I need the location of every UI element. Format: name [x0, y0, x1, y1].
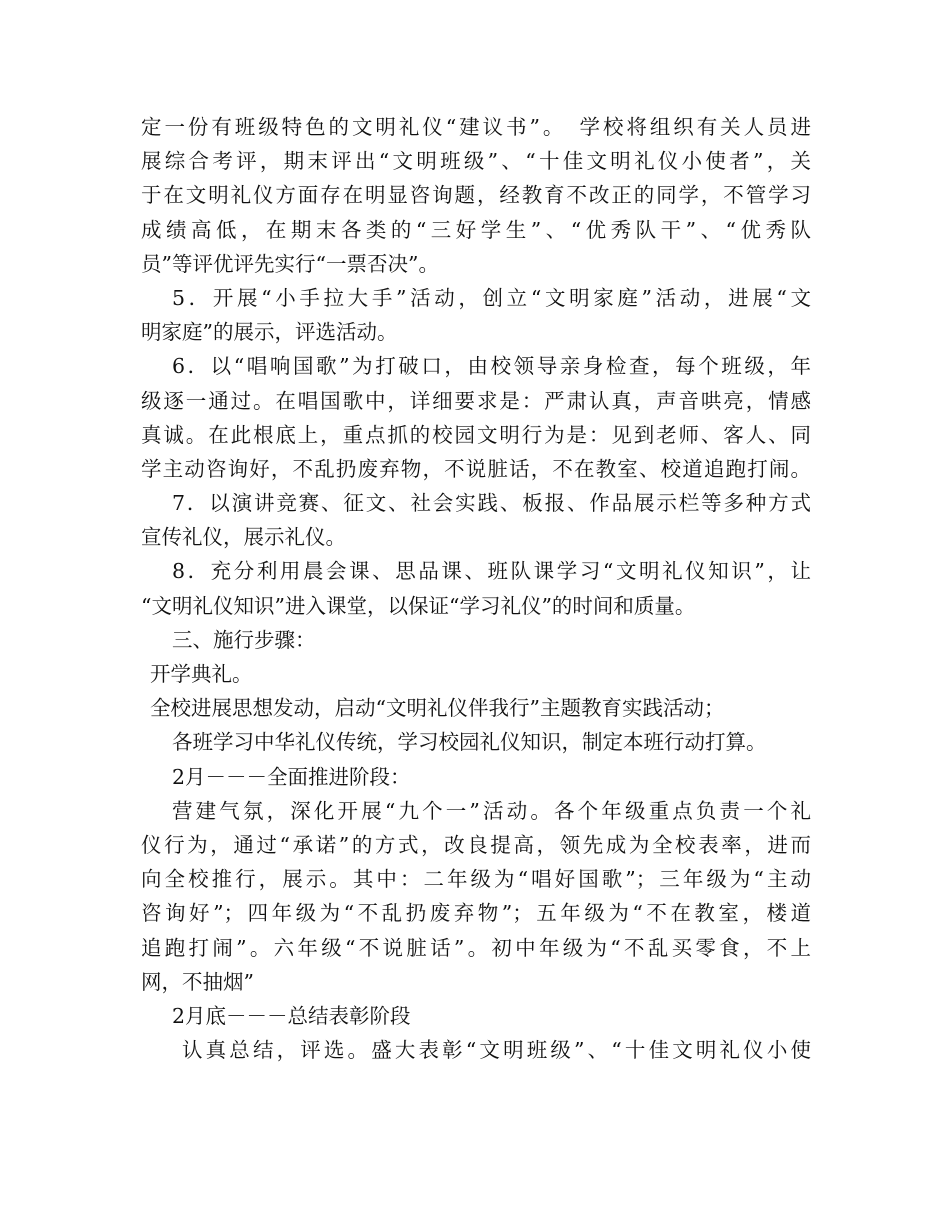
text-line: 网，不抽烟”	[141, 969, 254, 994]
phase-heading: 2月底－－－总结表彰阶段	[172, 1003, 411, 1028]
text-line: 咨询好”；四年级为“不乱扔废弃物”；五年级为“不在教室，楼道	[141, 901, 811, 926]
text-line: 宣传礼仪，展示礼仪。	[141, 525, 346, 550]
text-line: 全校进展思想发动，启动“文明礼仪伴我行”主题教育实践活动；	[150, 696, 725, 721]
text-line: 成绩高低，在期末各类的“三好学生”、“优秀队干”、“优秀队	[141, 217, 811, 242]
text-line: “文明礼仪知识”进入课堂，以保证“学习礼仪”的时间和质量。	[141, 593, 696, 618]
text-line: 5．开展“小手拉大手”活动，创立“文明家庭”活动，进展“文	[172, 285, 811, 310]
text-line: 级逐一通过。在唱国歌中，详细要求是：严肃认真，声音哄亮，情感	[141, 388, 811, 413]
text-line: 8．充分利用晨会课、思品课、班队课学习“文明礼仪知识”，让	[172, 559, 811, 584]
text-line: 于在文明礼仪方面存在明显咨询题，经教育不改正的同学，不管学习	[141, 183, 811, 208]
document-body	[141, 110, 811, 1067]
text-line: 认真总结，评选。盛大表彰“文明班级”、“十佳文明礼仪小使	[182, 1038, 811, 1063]
text-line: 员”等评优评先实行“一票否决”。	[141, 251, 439, 276]
text-line: 开学典礼。	[150, 662, 253, 686]
text-line: 营建气氛，深化开展“九个一”活动。各个年级重点负责一个礼	[172, 798, 811, 823]
section-heading: 三、施行步骤：	[172, 627, 316, 652]
text-line: 真诚。在此根底上，重点抓的校园文明行为是：见到老师、客人、同	[141, 422, 811, 447]
text-line: 明家庭”的展示，评选活动。	[141, 320, 398, 345]
text-line: 追跑打闹”。六年级“不说脏话”。初中年级为“不乱买零食，不上	[141, 935, 811, 960]
text-line: 向全校推行，展示。其中：二年级为“唱好国歌”；三年级为“主动	[141, 867, 811, 892]
text-line: 定一份有班级特色的文明礼仪“建议书”。 学校将组织有关人员进	[141, 115, 811, 139]
text-line: 7．以演讲竞赛、征文、社会实践、板报、作品展示栏等多种方式	[172, 491, 811, 516]
text-line: 各班学习中华礼仪传统，学习校园礼仪知识，制定本班行动打算。	[172, 730, 767, 755]
text-line: 展综合考评，期末评出“文明班级”、“十佳文明礼仪小使者”，关	[141, 149, 811, 174]
phase-heading: 2月－－－全面推进阶段：	[172, 764, 411, 789]
text-line: 学主动咨询好，不乱扔废弃物，不说脏话，不在教室、校道追跑打闹。	[141, 456, 811, 481]
text-line: 6．以“唱响国歌”为打破口，由校领导亲身检查，每个班级，年	[172, 354, 811, 379]
text-line: 仪行为，通过“承诺”的方式，改良提高，领先成为全校表率，进而	[141, 832, 811, 857]
